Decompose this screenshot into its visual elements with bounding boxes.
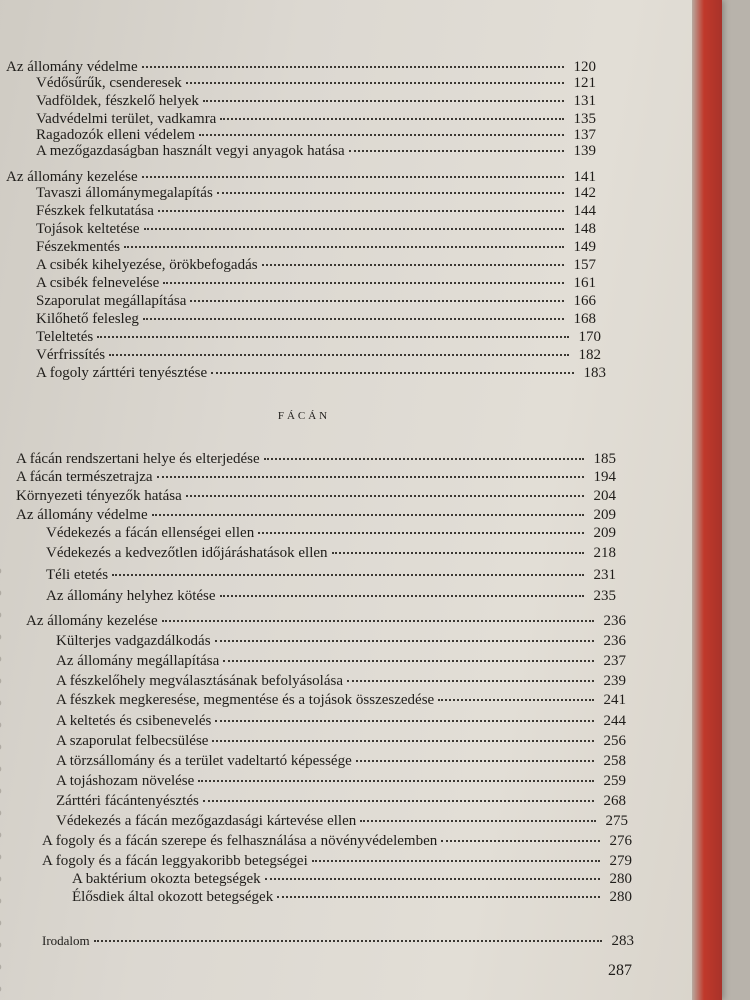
entry-page: 241 <box>603 692 626 708</box>
toc-entry <box>36 184 596 202</box>
toc-entry <box>56 632 626 650</box>
toc-entry <box>72 888 632 906</box>
entry-title: A törzsállomány és a terület vadeltartó képessége <box>56 753 352 769</box>
toc-entry <box>56 732 626 750</box>
entry-page: 142 <box>573 185 596 201</box>
entry-page: 283 <box>611 933 634 949</box>
entry-title: Fészekmentés <box>36 239 121 255</box>
entry-title: Tojások keltetése <box>36 221 140 237</box>
toc-entry <box>36 142 596 160</box>
toc-entry <box>36 202 596 220</box>
entry-page: 141 <box>573 169 596 185</box>
toc-entry <box>56 772 626 790</box>
toc-entry <box>56 652 626 670</box>
entry-title: A csibék felnevelése <box>36 275 160 291</box>
entry-page: 148 <box>573 221 596 237</box>
entry-title: Az állomány kezelése <box>26 613 158 629</box>
toc-entry <box>16 450 616 468</box>
entry-page: 258 <box>603 753 626 769</box>
entry-page: 209 <box>593 507 616 523</box>
entry-title: A csibék kihelyezése, örökbefogadás <box>36 257 258 273</box>
entry-page: 237 <box>603 653 626 669</box>
page-number: 287 <box>608 962 632 979</box>
entry-page: 144 <box>573 203 596 219</box>
entry-title: Tavaszi állománymegalapítás <box>36 185 213 201</box>
entry-title: Teleltetés <box>36 329 94 345</box>
entry-title: Védősűrűk, csenderesek <box>36 75 182 91</box>
entry-page: 279 <box>609 853 632 869</box>
toc-entry <box>46 524 616 542</box>
entry-title: Vadföldek, fészkelő helyek <box>36 93 199 109</box>
entry-page: 256 <box>603 733 626 749</box>
entry-title: Környezeti tényezők hatása <box>16 488 182 504</box>
entry-page: 236 <box>603 633 626 649</box>
toc-entry <box>16 506 616 524</box>
toc-entry <box>36 92 596 110</box>
entry-page: 183 <box>583 365 606 381</box>
toc-entry <box>72 870 632 888</box>
toc-entry <box>56 672 626 690</box>
entry-title: A mezőgazdaságban használt vegyi anyagok hatása <box>36 143 345 159</box>
entry-title: Fészkek felkutatása <box>36 203 154 219</box>
toc-entry <box>36 364 606 382</box>
entry-title: Élősdiek által okozott betegségek <box>72 889 274 905</box>
entry-title: A fácán természetrajza <box>16 469 153 485</box>
entry-title: A fogoly zárttéri tenyésztése <box>36 365 208 381</box>
entry-title: Vérfrissítés <box>36 347 106 363</box>
entry-page: 204 <box>593 488 616 504</box>
entry-page: 236 <box>603 613 626 629</box>
toc-entry <box>46 587 616 605</box>
entry-page: 268 <box>603 793 626 809</box>
toc-entry <box>26 612 626 630</box>
entry-title: Az állomány kezelése <box>6 169 138 185</box>
entry-title: A baktérium okozta betegségek <box>72 871 261 887</box>
entry-title: Külterjes vadgazdálkodás <box>56 633 211 649</box>
entry-page: 209 <box>593 525 616 541</box>
entry-title: A tojáshozam növelése <box>56 773 195 789</box>
toc-entry <box>36 346 601 364</box>
section-heading: FÁCÁN <box>277 410 331 422</box>
toc-entry <box>16 468 616 486</box>
entry-title: Kilőhető felesleg <box>36 311 139 327</box>
entry-title: A fogoly és a fácán szerepe és felhasználása a növényvédelemben <box>42 833 438 849</box>
entry-title: Az állomány megállapítása <box>56 653 220 669</box>
entry-page: 275 <box>605 813 628 829</box>
entry-page: 182 <box>578 347 601 363</box>
toc-entry <box>56 792 626 810</box>
toc-entry <box>36 220 596 238</box>
entry-page: 121 <box>573 75 596 91</box>
entry-title: Védekezés a fácán mezőgazdasági kártevése ellen <box>56 813 357 829</box>
toc-entry <box>46 544 616 562</box>
entry-page: 131 <box>573 93 596 109</box>
entry-page: 239 <box>603 673 626 689</box>
toc-entry <box>36 274 596 292</box>
entry-page: 194 <box>593 469 616 485</box>
entry-page: 166 <box>573 293 596 309</box>
entry-page: 280 <box>609 889 632 905</box>
toc-entry <box>42 932 634 950</box>
entry-title: Védekezés a fácán ellenségei ellen <box>46 525 255 541</box>
toc-entry <box>16 487 616 505</box>
toc-entry <box>42 832 632 850</box>
entry-page: 161 <box>573 275 596 291</box>
entry-title: Téli etetés <box>46 567 109 583</box>
entry-page: 235 <box>593 588 616 604</box>
entry-page: 231 <box>593 567 616 583</box>
entry-page: 135 <box>573 111 596 127</box>
entry-page: 149 <box>573 239 596 255</box>
entry-page: 137 <box>573 127 596 143</box>
entry-page: 259 <box>603 773 626 789</box>
entry-title: Szaporulat megállapítása <box>36 293 187 309</box>
entry-title: Az állomány védelme <box>16 507 148 523</box>
toc-entry <box>36 256 596 274</box>
entry-title: Az állomány helyhez kötése <box>46 588 216 604</box>
toc-entry <box>56 812 628 830</box>
entry-page: 139 <box>573 143 596 159</box>
entry-page: 168 <box>573 311 596 327</box>
toc-entry <box>56 712 626 730</box>
toc-entry <box>46 566 616 584</box>
entry-page: 170 <box>578 329 601 345</box>
toc-entry <box>36 292 596 310</box>
entry-title: Irodalom <box>42 933 90 948</box>
entry-page: 244 <box>603 713 626 729</box>
entry-title: A fészkelőhely megválasztásának befolyásolása <box>56 673 343 689</box>
entry-page: 157 <box>573 257 596 273</box>
toc-entry <box>36 328 601 346</box>
toc-entry <box>42 852 632 870</box>
entry-title: Ragadozók elleni védelem <box>36 127 196 143</box>
entry-title: A fogoly és a fácán leggyakoribb betegségei <box>42 853 308 869</box>
entry-title: A keltetés és csibenevelés <box>56 713 212 729</box>
toc-entry <box>56 691 626 709</box>
entry-title: A fészkek megkeresése, megmentése és a tojások összeszedése <box>56 692 435 708</box>
toc-entry <box>36 74 596 92</box>
entry-title: A szaporulat felbecsülése <box>56 733 209 749</box>
entry-title: Az állomány védelme <box>6 59 138 75</box>
entry-page: 185 <box>593 451 616 467</box>
entry-title: Védekezés a kedvezőtlen időjáráshatások ellen <box>46 545 328 561</box>
entry-page: 280 <box>609 871 632 887</box>
entry-page: 276 <box>609 833 632 849</box>
toc-entry <box>56 752 626 770</box>
entry-page: 218 <box>593 545 616 561</box>
entry-page: 120 <box>573 59 596 75</box>
toc-entry <box>36 238 596 256</box>
entry-title: Vadvédelmi terület, vadkamra <box>36 111 217 127</box>
toc-entry <box>36 310 596 328</box>
entry-title: A fácán rendszertani helye és elterjedése <box>16 451 260 467</box>
entry-title: Zárttéri fácántenyésztés <box>56 793 199 809</box>
